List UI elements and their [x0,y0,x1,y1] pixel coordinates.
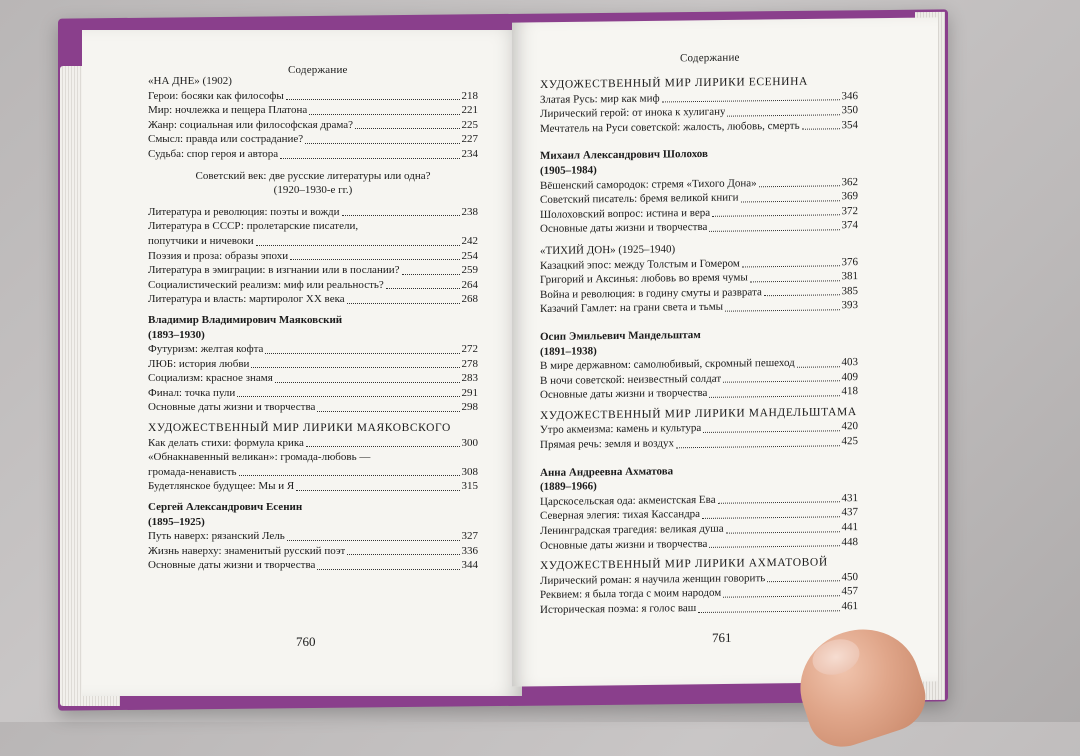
toc-entry-page: 354 [841,118,858,132]
toc-entry [148,263,478,278]
toc-entry-title: ЛЮБ: история любви [148,357,250,370]
toc-entry-page: 372 [841,204,858,218]
dot-leader [709,229,839,232]
toc-entry [148,342,478,357]
toc-entry-page: 425 [841,435,858,448]
toc-entry-page: 221 [461,104,478,117]
toc-entry-title: Жизнь наверху: знаменитый русский поэт [148,544,346,557]
toc-entry-title: Мечтатель на Руси советской: жалость, любовь, смерть [540,119,800,135]
toc-entry-page: 376 [841,255,858,268]
dot-leader [237,396,459,397]
toc-entry-page: 218 [461,89,478,102]
dot-leader [280,158,459,159]
toc-entry-page: 278 [461,357,478,370]
toc-entry [540,384,858,402]
toc-entry-page: 403 [841,356,858,369]
spacer [148,162,478,169]
author-heading: Сергей Александрович Есенин [148,501,303,514]
section-heading: ХУДОЖЕСТВЕННЫЙ МИР ЛИРИКИ АХМАТОВОЙ [540,556,828,573]
dot-leader [698,610,839,613]
dot-leader [712,215,839,218]
toc-entry-title: Поэзия и проза: образы эпохи [148,249,289,262]
toc-entry-line: Литература в СССР: пролетарские писатели, [148,220,359,233]
toc-entry-title: Смысл: правда или сострадание? [148,133,304,146]
toc-entry-page: 420 [841,420,858,433]
section-heading: ХУДОЖЕСТВЕННЫЙ МИР ЛИРИКИ ЕСЕНИНА [540,75,808,91]
toc-entry-page: 441 [841,521,858,534]
toc-entry-title: Жанр: социальная или философская драма? [148,118,354,131]
toc-entry-page: 238 [461,205,478,218]
toc-entry-page: 362 [841,175,858,188]
toc-entry-title: Как делать стихи: формула крика [148,436,304,449]
dot-leader [742,265,840,267]
toc-entry-page: 283 [461,372,478,385]
toc-entry-title: Финал: точка пули [148,386,236,399]
author-heading: (1891–1938) [540,344,597,358]
toc-entry [148,400,478,415]
toc-entry-title: Основные даты жизни и творчества [540,221,708,236]
dot-leader [723,595,839,597]
dot-leader [355,128,459,129]
toc-entry [148,357,478,372]
toc-entry [148,205,478,220]
toc-entry-page: 450 [841,570,858,584]
toc-entry-title: Советский писатель: бремя великой книги [540,191,739,207]
toc-entry [148,249,478,264]
toc-entry-title: Герои: босяки как философы [148,89,284,102]
toc-entry-page: 254 [461,249,478,262]
dot-leader [347,303,460,304]
toc-entry-title: Казацкий эпос: между Толстым и Гомером [540,257,740,272]
toc-entry-title: попутчики и ничевоки [148,234,254,247]
dot-leader [305,143,459,144]
toc-entry-title: Шолоховский вопрос: истина и вера [540,206,711,221]
toc-entry-page: 315 [461,480,478,493]
dot-leader [718,502,840,504]
dot-leader [290,259,459,260]
toc-entry-page: 369 [841,190,858,203]
toc-entry-page: 344 [461,559,478,572]
toc-entry-page: 409 [841,370,858,383]
toc-entry-page: 461 [841,600,858,613]
toc-entry-page: 381 [841,270,858,283]
dot-leader [723,381,839,383]
toc-entry-title: В мире державном: самолюбивый, скромный пешеход [540,356,795,373]
toc-entry-page: 308 [461,465,478,478]
toc-entry-page: 272 [461,343,478,356]
dot-leader [296,490,459,491]
dot-leader [402,274,460,275]
left-table-of-contents [148,74,478,573]
left-page-number: 760 [296,634,316,649]
dot-leader [662,99,840,102]
dot-leader [709,395,839,398]
toc-entry-page: 268 [461,293,478,306]
toc-entry-title: Основные даты жизни и творчества [148,559,316,572]
toc-entry-title: Златая Русь: мир как миф [540,92,660,106]
part-heading: (1920–1930-е гг.) [273,184,353,197]
toc-entry-page: 437 [841,506,858,519]
spacer [148,198,478,205]
toc-entry-title: Социализм: красное знамя [148,372,273,385]
right-page-number: 761 [712,629,732,646]
dot-leader [275,382,460,383]
toc-entry-title: Прямая речь: земля и воздух [540,437,675,452]
dot-leader [342,215,460,216]
toc-entry [148,132,478,147]
toc-entry-page: 234 [461,147,478,160]
left-running-head: Содержание [288,64,348,76]
dot-leader [709,546,839,549]
dot-leader [741,200,840,202]
toc-entry-title: Мир: ночлежка и пещера Платона [148,104,308,117]
dot-leader [702,516,839,519]
toc-entry [148,147,478,162]
dot-leader [386,288,460,289]
toc-entry [148,292,478,307]
toc-entry-title: Основные даты жизни и творчества [540,537,708,552]
toc-entry-title: Вёшенский самородок: стремя «Тихого Дона» [540,176,757,192]
toc-entry-page: 227 [461,133,478,146]
section-heading: ХУДОЖЕСТВЕННЫЙ МИР ЛИРИКИ МАЯКОВСКОГО [148,422,451,435]
toc-entry-title: Лирический герой: от инока к хулигану [540,105,726,121]
section-heading: ХУДОЖЕСТВЕННЫЙ МИР ЛИРИКИ МАНДЕЛЬШТАМА [540,405,857,422]
toc-entry [148,479,478,494]
dot-leader [309,114,459,115]
toc-entry-title: Основные даты жизни и творчества [148,401,316,414]
toc-entry [148,558,478,573]
dot-leader [286,99,460,100]
part-heading: Советский век: две русские литературы или одна? [195,169,431,182]
toc-entry-page: 346 [841,89,858,102]
author-heading: Осип Эмильевич Мандельштам [540,328,701,343]
toc-entry-page: 385 [841,284,858,297]
toc-entry-title: Социалистический реализм: миф или реальность? [148,278,384,291]
author-heading: (1893–1930) [148,328,205,341]
toc-entry-page: 418 [841,385,858,398]
dot-leader [347,554,459,555]
toc-entry-page: 225 [461,118,478,131]
dot-leader [727,114,839,116]
toc-entry-title: Григорий и Аксинья: любовь во время чумы [540,271,748,287]
toc-entry-page: 350 [841,104,858,117]
dot-leader [317,411,459,412]
toc-entry-page: 264 [461,278,478,291]
toc-entry-page: 448 [841,535,858,548]
dot-leader [265,353,459,354]
author-heading: (1905–1984) [540,164,597,177]
toc-entry-page: 242 [461,234,478,247]
toc-entry-title: В ночи советской: неизвестный солдат [540,372,722,387]
toc-entry-page: 374 [841,219,858,232]
toc-entry-title: Ленинградская трагедия: великая душа [540,522,724,537]
toc-entry [148,371,478,386]
dot-leader [797,366,840,368]
toc-entry-page: 291 [461,386,478,399]
toc-entry-title: громада-ненависть [148,465,237,478]
toc-entry-title: Историческая поэма: я голос ваш [540,602,697,616]
toc-entry [148,436,478,451]
toc-entry [148,386,478,401]
dot-leader [676,445,839,448]
toc-entry [148,89,478,104]
work-title: «НА ДНЕ» (1902) [148,75,232,87]
toc-entry-title: Литература в эмиграции: в изгнании или в послании? [148,264,400,277]
toc-entry-page: 336 [461,544,478,557]
toc-entry [148,278,478,293]
toc-entry-title: Утро акмеизма: камень и культура [540,422,702,437]
work-title: «ТИХИЙ ДОН» (1925–1940) [540,243,676,257]
toc-entry-title: Будетлянское будущее: Мы и Я [148,480,295,493]
toc-entry-page: 457 [841,585,858,598]
dot-leader [306,446,460,447]
dot-leader [287,540,460,541]
toc-entry-title: Война и революция: в годину смуты и разврата [540,285,762,301]
dot-leader [767,581,839,583]
dot-leader [725,309,839,311]
toc-entry-title: Литература и власть: мартиролог XX века [148,293,345,306]
toc-entry-title: Основные даты жизни и творчества [540,387,708,402]
toc-entry-page: 300 [461,436,478,449]
toc-entry-title: Казачий Гамлет: на грани света и тьмы [540,301,724,316]
toc-entry-title: Судьба: спор героя и автора [148,147,279,160]
toc-entry-title: Царскосельская ода: акмеистская Ева [540,493,716,508]
toc-entry [148,234,478,249]
author-heading: (1889–1966) [540,480,597,494]
toc-entry-page: 393 [841,299,858,312]
dot-leader [750,280,840,282]
right-table-of-contents [540,68,858,617]
dot-leader [726,531,840,533]
author-heading: (1895–1925) [148,515,205,528]
toc-entry [148,544,478,559]
dot-leader [256,245,460,246]
dot-leader [759,185,840,187]
dot-leader [239,475,460,476]
toc-entry-title: Северная элегия: тихая Кассандра [540,508,701,523]
dot-leader [703,430,839,433]
toc-entry-title: Путь наверх: рязанский Лель [148,530,285,543]
toc-entry-page: 259 [461,264,478,277]
toc-entry-line: «Обнакнавенный великан»: громада-любовь — [148,451,371,464]
author-heading: Анна Андреевна Ахматова [540,464,674,479]
dot-leader [802,129,840,130]
author-heading: Владимир Владимирович Маяковский [148,313,343,326]
right-running-head: Содержание [680,51,740,65]
toc-entry-page: 327 [461,530,478,543]
toc-entry-title: Литература и революция: поэты и вожди [148,205,340,218]
toc-entry [148,118,478,133]
toc-entry-title: Футуризм: желтая кофта [148,343,264,356]
dot-leader [317,569,459,570]
author-heading: Михаил Александрович Шолохов [540,148,708,163]
toc-entry-page: 298 [461,401,478,414]
toc-entry [148,465,478,480]
toc-entry-title: Лирический роман: я научила женщин говорить [540,572,766,587]
toc-entry [148,103,478,118]
dot-leader [251,367,459,368]
toc-entry [148,529,478,544]
dot-leader [764,295,840,297]
toc-entry [540,535,858,553]
toc-entry-page: 431 [841,491,858,505]
toc-entry-title: Реквием: я была тогда с моим народом [540,587,722,602]
